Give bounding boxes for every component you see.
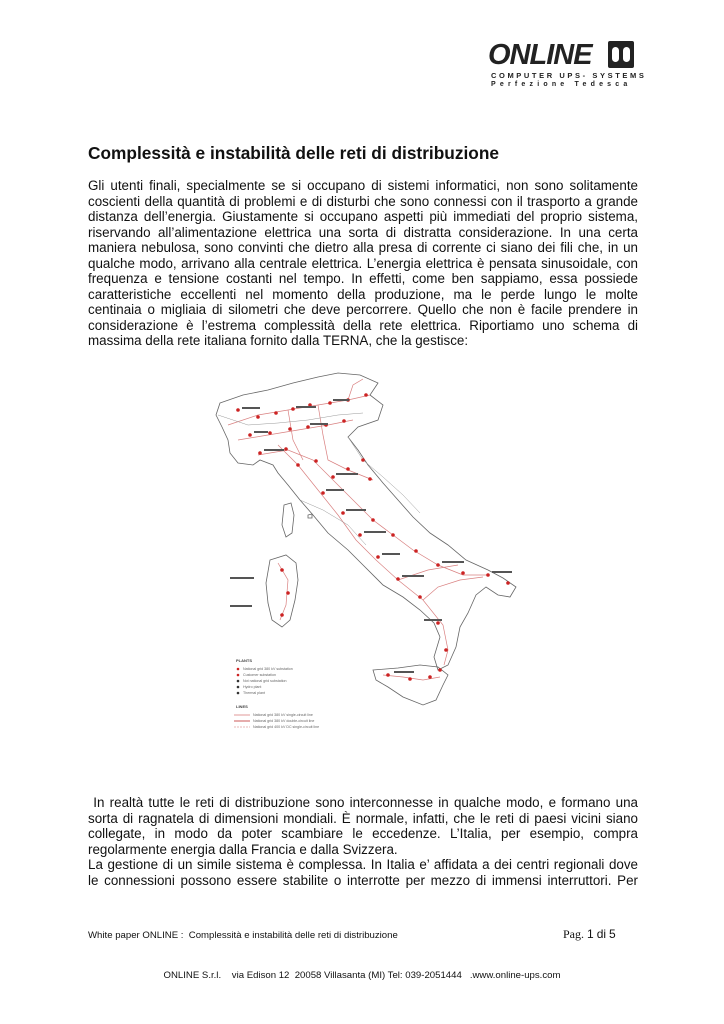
legend-plant-item: Thermal plant: [243, 691, 265, 695]
paragraph-line: coscienti della quantità di problemi e di disturbi che sono connessi con il trasporto a grande: [88, 193, 638, 209]
company-logo: [488, 39, 647, 90]
legend-line-item: National grid 380 kV double-circuit line: [253, 719, 315, 723]
paragraph-line: regolarmente energia dalla Francia e dalla Svizzera.: [88, 841, 398, 857]
legend-line-item: National grid 380 kV single-circuit line: [253, 713, 313, 717]
paragraph-line: considerazione è l’estrema complessità della rete elettrica. Riportiamo uno schema di: [88, 317, 638, 333]
paragraph-line: centinaia o migliaia di silometri che deve percorrere. Quello che non è facile prendere in: [88, 302, 638, 317]
legend-lines-title: LINES: [236, 704, 248, 709]
paragraph-line: In realtà tutte le reti di distribuzione sono interconnesse in qualche modo, e formano una: [88, 795, 638, 810]
legend-plant-item: Customer substation: [243, 673, 276, 677]
elba-outline: [308, 514, 312, 518]
document-title: Complessità e instabilità delle reti di distribuzione: [88, 143, 499, 163]
logo-tagline: COMPUTER UPS- SYSTEMS: [491, 71, 647, 80]
legend-line-item: National grid 400 kV DC single-circuit line: [253, 725, 320, 729]
legend-plant-item: Hydro plant: [243, 685, 262, 689]
paragraph-line: massima della rete italiana fornito dalla TERNA, che la gestisce:: [88, 333, 469, 348]
paragraph-line: riservando all’alimentazione elettrica una sorta di distratta considerazione. In una certa: [88, 224, 638, 240]
paragraph-line: frequenza e tensione costanti nel tempo. In effetti, come ben sappiamo, essa possiede: [88, 271, 638, 286]
page-number: [563, 927, 616, 942]
legend-plants-title: PLANTS: [236, 658, 252, 663]
legend-plant-item: Not national grid substation: [243, 679, 287, 683]
paragraph-line: maniera nebulosa, sono convinti che dietro alla presa di corrente ci siano dei fili che, in un: [88, 240, 638, 255]
logo-slogan: Perfezione Tedesca: [491, 81, 632, 88]
page-of-label: di: [596, 927, 607, 941]
corsica-outline: [282, 503, 294, 537]
legend-plant-item: National grid 380 kV substation: [243, 667, 293, 671]
intro-paragraph: [88, 178, 638, 349]
page-total: 5: [609, 927, 616, 941]
page-label: Pag.: [563, 927, 584, 941]
paragraph-line: sorta di ragnatela di dimensioni mondiali. È normale, infatti, che le reti di paesi vicini siano: [88, 810, 638, 826]
paragraph-line: collegate, in modo da poter scambiare le eccedenze. L’Italia, per esempio, compra: [88, 826, 638, 841]
page-current: 1: [587, 927, 594, 941]
italy-grid-map: [198, 365, 538, 750]
italy-mainland-outline: [216, 373, 516, 670]
logo-eyes-icon: [608, 41, 634, 68]
map-legend: [234, 658, 319, 729]
paragraph-line: qualche modo, arrivano alla centrale elettrica. L’energia elettrica è pensata sinusoidale, con: [88, 255, 638, 271]
company-address-footer: ONLINE S.r.l. via Edison 12 20058 Villasanta (MI) Tel: 039-2051444 .www.online-ups.com: [163, 970, 561, 981]
body-paragraph: [88, 795, 638, 888]
paragraph-line: La gestione di un simile sistema è complessa. In Italia e’ affidata a dei centri regionali dove: [88, 857, 638, 872]
logo-wordmark: ONLINE: [488, 39, 592, 71]
paragraph-line: le connessioni possono essere stabilite o interrotte per mezzo di immensi interruttori. Per: [88, 872, 638, 888]
paragraph-line: Gli utenti finali, specialmente se si occupano di sistemi informatici, non sono solitamente: [88, 178, 638, 193]
paragraph-line: distanza dell’energia. Giustamente si occupano aspetti più immediati del proprio sistema,: [88, 209, 638, 224]
paragraph-line: caratteristiche eccellenti nel momento della produzione, ma le perde lungo le molte: [88, 286, 638, 302]
footer-doc-title: White paper ONLINE : Complessità e instabilità delle reti di distribuzione: [88, 930, 398, 941]
